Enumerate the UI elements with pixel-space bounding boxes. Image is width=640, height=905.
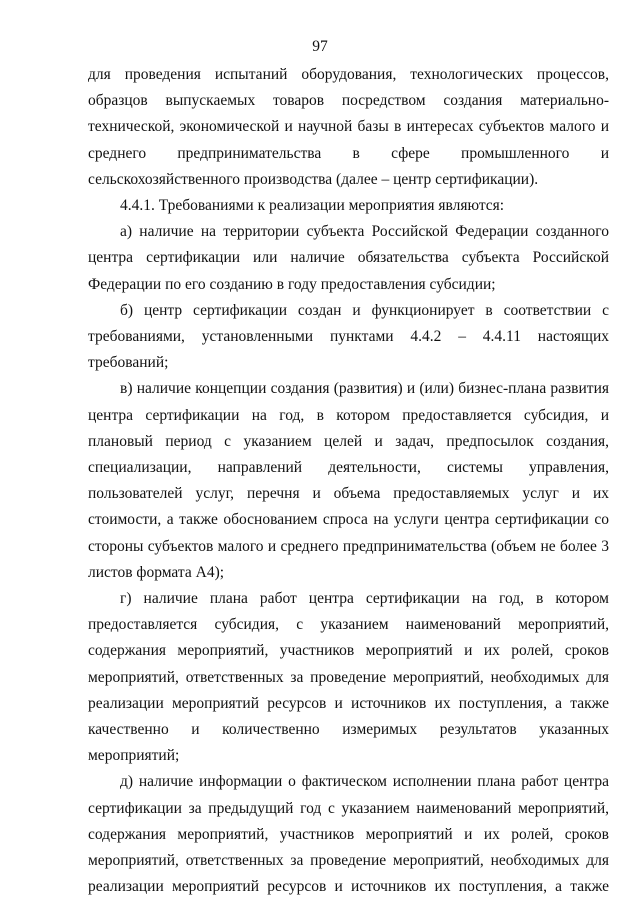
paragraph-item-v: в) наличие концепции создания (развития) и (или) бизнес-плана развития центра сертификации на год, в котором предоставляется субсидия, и плановый период с указанием целей и задач, предпосылок создания, специализации, направлений деятельности, системы управления, пользователей услуг, перечня и объема предоставляемых услуг и их стоимости, а также обоснованием спроса на услуги центра сертификации со стороны субъектов малого и среднего предпринимательства (объем не более 3 листов формата А4); [88,380,609,581]
paragraph-item-d: д) наличие информации о фактическом исполнении плана работ центра сертификации за предыдущий год с указанием наименований мероприятий, содержания мероприятий, участников мероприятий и их ролей, сроков мероприятий, ответственных за проведение мероприятий, необходимых для реализации мероприятий ресурсов и источников их поступления, а также [88,773,609,896]
body-text [88,62,609,901]
page-number: 97 [312,38,328,55]
paragraph-item-b: б) центр сертификации создан и функционирует в соответствии с требованиями, установленными пунктами 4.4.2 – 4.4.11 настоящих требований; [88,301,609,372]
paragraph-continuation: для проведения испытаний оборудования, технологических процессов, образцов выпускаемых товаров посредством создания материально-технической, экономической и научной базы в интересах субъектов малого и среднего предпринимательства в сфере промышленного и сельскохозяйственного производства (далее – центр сертификации). [88,66,609,188]
paragraph-requirements-heading: 4.4.1. Требованиями к реализации мероприятия являются: [120,197,505,215]
paragraph-item-g: г) наличие плана работ центра сертификации на год, в котором предоставляется субсидия, с указанием наименований мероприятий, содержания мероприятий, участников мероприятий и их ролей, сроков мероприятий, ответственных за проведение мероприятий, необходимых для реализации мероприятий ресурсов и источников их поступления, а также качественно и количественно измеримых результатов указанных мероприятий; [88,590,609,765]
paragraph-item-a: а) наличие на территории субъекта Российской Федерации созданного центра сертификации или наличие обязательства субъекта Российской Федерации по его созданию в году предоставления субсидии; [88,223,609,293]
